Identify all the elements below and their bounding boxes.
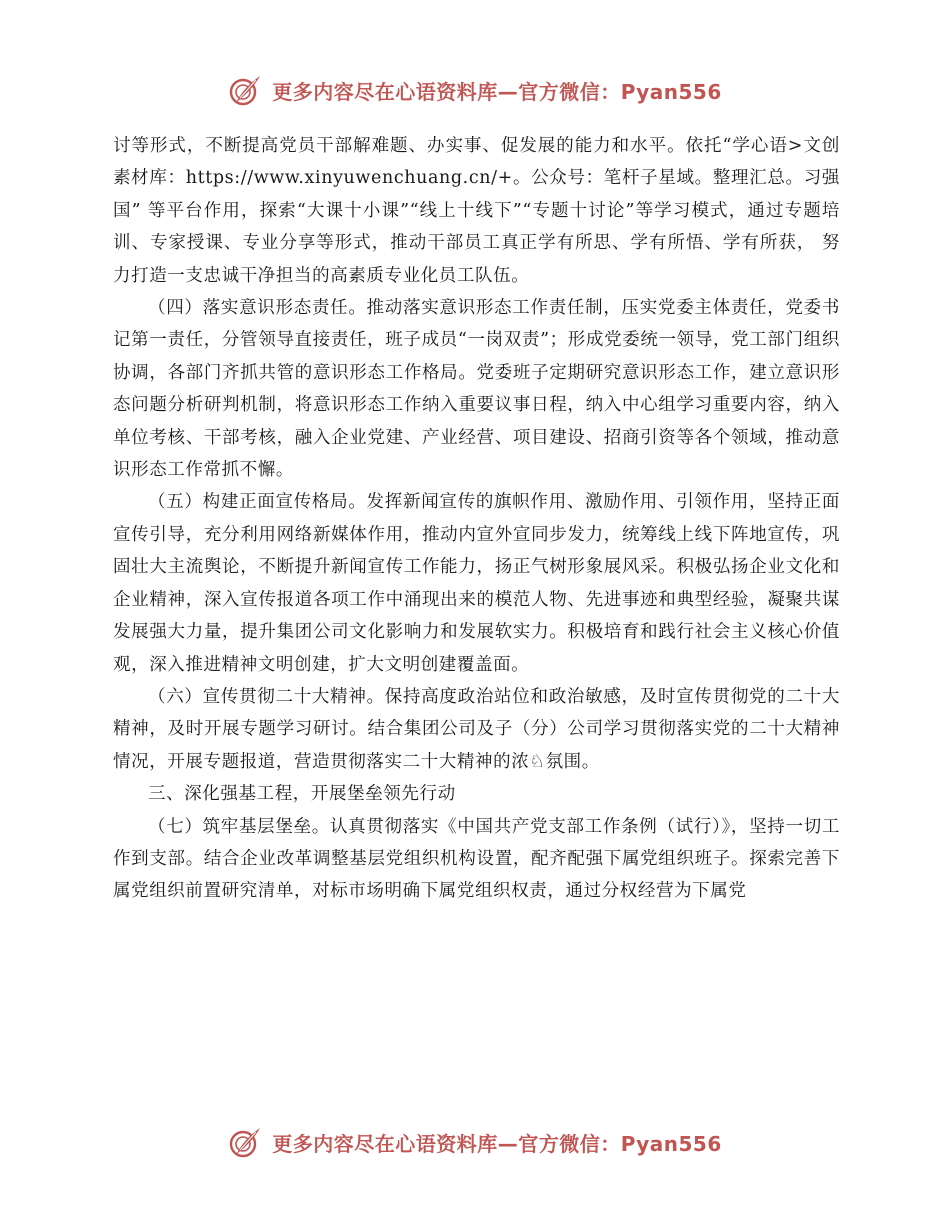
paragraph-section-7: （七）筑牢基层堡垒。认真贯彻落实《中国共产党支部工作条例（试行）》，坚持一切工作到支部。结合企业改革调整基层党组织机构设置，配齐配强下属党组织班子。探索完善下属党组织前置研究清单，对标市场明确下属党组织权责，通过分权经营为下属党 <box>113 816 840 902</box>
paragraph-continuation: 讨等形式，不断提高党员干部解难题、办实事、促发展的能力和水平。依托“学心语>文创素材库：https://www.xinyuwenchuang.cn/+。公众号：笔杆子星域。整理汇总。习强国” 等平台作用，探索“大课十小课”“线上十线下”“专题十讨论”等学习模式，通过专题培训、专家授课、专业分享等形式，推动干部员工真正学有所思、学有所悟、学有所获， 努力打造一支忠诚干净担当的高素质专业化员工队伍。 <box>113 136 840 286</box>
quill-logo-icon <box>228 73 262 107</box>
paragraph-section-6: （六）宣传贯彻二十大精神。保持高度政治站位和政治敏感，及时宣传贯彻党的二十大精神，及时开展专题学习研讨。结合集团公司及子（分）公司学习贯彻落实党的二十大精神情况，开展专题报道，营造贯彻落实二十大精神的浓♘氛围。 <box>113 686 840 772</box>
watermark-text: 更多内容尽在心语资料库—官方微信：Pyan556 <box>272 1131 722 1156</box>
quill-logo-icon <box>228 1125 262 1159</box>
paragraph-section-5: （五）构建正面宣传格局。发挥新闻宣传的旗帜作用、激励作用、引领作用，坚持正面宣传引导，充分利用网络新媒体作用，推动内宣外宣同步发力，统筹线上线下阵地宣传，巩固壮大主流舆论，不断提升新闻宣传工作能力，扬正气树形象展风采。积极弘扬企业文化和企业精神，深入宣传报道各项工作中涌现出来的模范人物、先进事迹和典型经验，凝聚共谋发展强大力量，提升集团公司文化影响力和发展软实力。积极培育和践行社会主义核心价值观，深入推进精神文明创建，扩大文明创建覆盖面。 <box>113 492 840 675</box>
watermark-footer <box>0 1120 950 1164</box>
paragraph-section-4: （四）落实意识形态责任。推动落实意识形态工作责任制，压实党委主体责任，党委书记第一责任，分管领导直接责任，班子成员“一岗双责”；形成党委统一领导，党工部门组织协调，各部门齐抓共管的意识形态工作格局。党委班子定期研究意识形态工作，建立意识形态问题分析研判机制，将意识形态工作纳入重要议事日程，纳入中心组学习重要内容，纳入单位考核、干部考核，融入企业党建、产业经营、项目建设、招商引资等各个领域，推动意识形态工作常抓不懈。 <box>113 298 840 481</box>
watermark-header <box>0 68 950 112</box>
section-heading-3: 三、深化强基工程，开展堡垒领先行动 <box>148 784 456 805</box>
document-body <box>113 130 840 908</box>
watermark-text: 更多内容尽在心语资料库—官方微信：Pyan556 <box>272 79 722 104</box>
